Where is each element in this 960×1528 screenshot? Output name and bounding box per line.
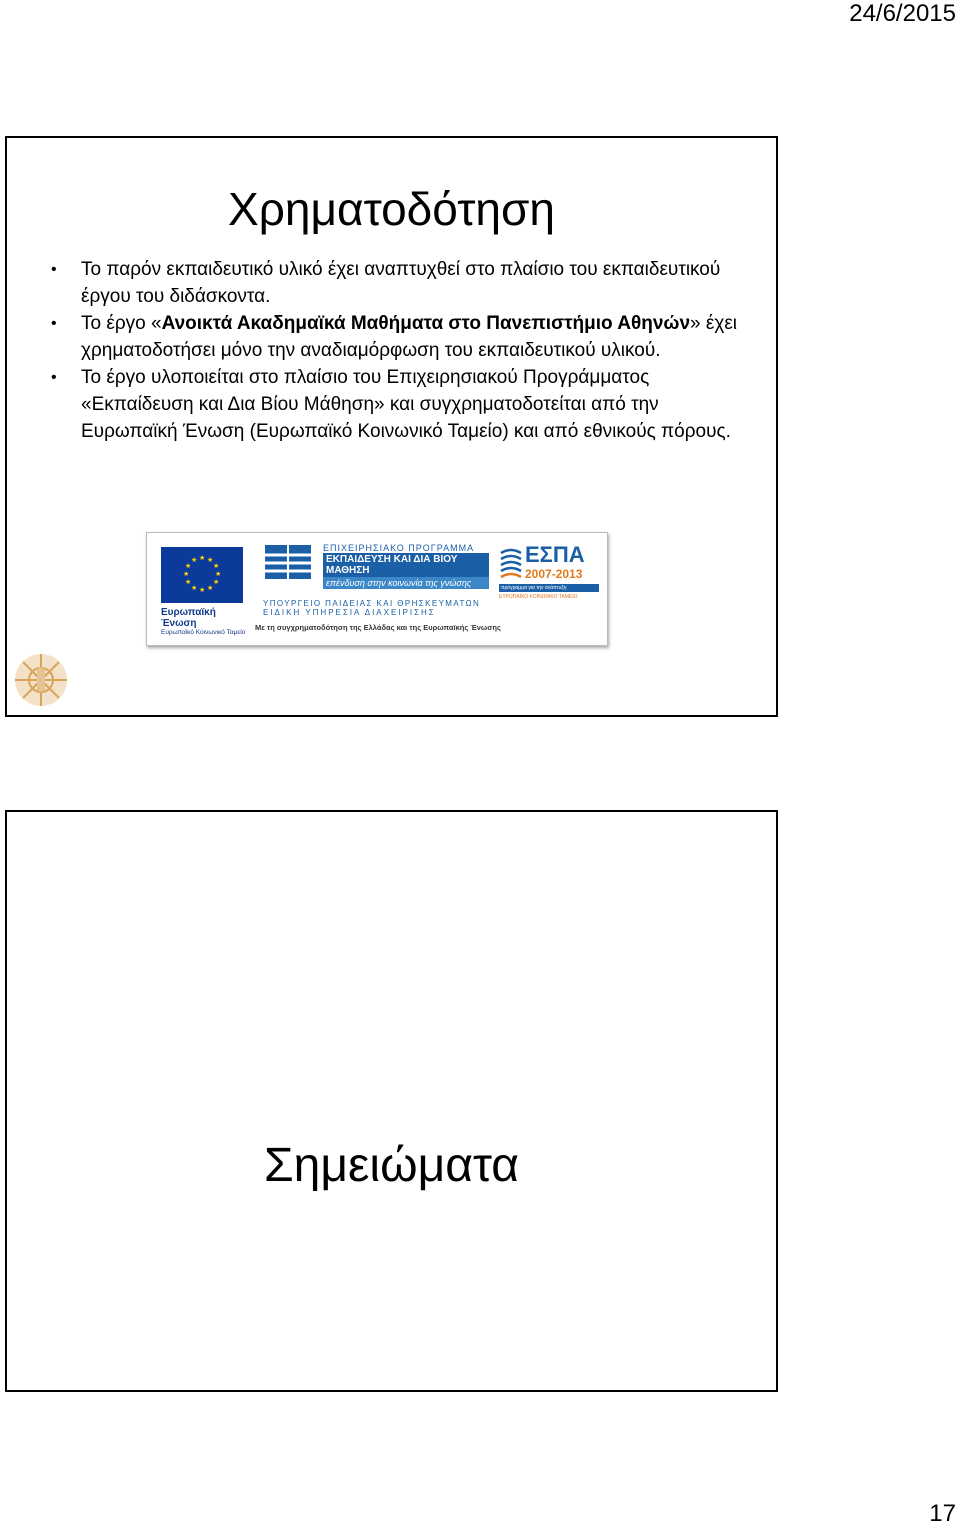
espa-fund: ΕΥΡΩΠΑΪΚΟ ΚΟΙΝΩΝΙΚΟ ΤΑΜΕΙΟ [499,594,578,600]
bullet-text: Το έργο υλοποιείται στο πλαίσιο του Επιχειρησιακού Προγράμματος «Εκπαίδευση και Δια Βίου Μάθηση» και συγχρηματοδοτείται από την Ευρωπαϊκή Ένωση (Ευρωπαϊκό Κοινωνικό Ταμείο) και από εθνικούς πόρους. [81,367,731,442]
slide-title: Σημειώματα [264,1139,519,1192]
print-date: 24/6/2015 [849,0,956,27]
bullet-bold-text: Ανοικτά Ακαδημαϊκά Μαθήματα στο Πανεπιστήμιο Αθηνών [161,313,691,334]
cofunding-note: Με τη συγχρηματοδότηση της Ελλάδας και της Ευρωπαϊκής Ένωσης [255,623,501,632]
bullet-text: » έχει χρηματοδοτήσει μόνο την αναδιαμόρφωση του εκπαιδευτικού υλικού. [81,313,738,361]
eu-sublabel: Ευρωπαϊκό Κοινωνικό Ταμείο [161,629,246,636]
svg-text:★: ★ [213,578,220,586]
eu-label: Ευρωπαϊκή Ένωση [161,607,216,629]
university-seal-icon [11,650,71,710]
svg-text:★: ★ [191,556,198,564]
svg-text:★: ★ [183,570,190,578]
espa-tagline: πρόγραμμα για την ανάπτυξη [499,584,599,592]
eu-flag-icon [161,547,243,603]
bullet-item [51,256,741,310]
bullet-list [51,256,741,445]
program-line: ΕΙΔΙΚΗ ΥΠΗΡΕΣΙΑ ΔΙΑΧΕΙΡΙΣΗΣ [263,608,436,617]
bullet-item [51,364,741,445]
svg-text:★: ★ [215,570,222,578]
svg-text:★: ★ [207,556,214,564]
svg-text:★: ★ [191,584,198,592]
svg-text:★: ★ [213,562,220,570]
eu-logo [161,547,251,636]
svg-text:★: ★ [199,586,206,594]
slide-notes [5,810,778,1392]
bullet-item [51,310,741,364]
svg-text:★: ★ [207,584,214,592]
svg-text:★: ★ [185,578,192,586]
espa-logo [499,543,599,600]
slide-title: Χρηματοδότηση [228,183,555,235]
bullet-text: Το παρόν εκπαιδευτικό υλικό έχει αναπτυχθεί στο πλαίσιο του εκπαιδευτικού έργου του διδάσκοντα. [81,259,721,307]
espa-title: ΕΣΠΑ [525,542,585,567]
slide-funding [5,136,778,717]
bullet-text: Το έργο « [81,313,162,334]
program-line: ΕΚΠΑΙΔΕΥΣΗ ΚΑΙ ΔΙΑ ΒΙΟΥ ΜΑΘΗΣΗ [323,553,489,577]
greek-flag-waves-icon [499,545,523,585]
page-number: 17 [929,1500,956,1527]
program-line: ΕΠΙΧΕΙΡΗΣΙΑΚΟ ΠΡΟΓΡΑΜΜΑ [323,543,475,553]
svg-text:★: ★ [185,562,192,570]
svg-text:★: ★ [199,554,206,562]
program-logo [263,543,489,617]
book-waves-icon [263,543,319,581]
program-line: ΥΠΟΥΡΓΕΙΟ ΠΑΙΔΕΙΑΣ ΚΑΙ ΘΡΗΣΚΕΥΜΑΤΩΝ [263,599,481,608]
espa-years: 2007-2013 [525,567,583,581]
program-line: επένδυση στην κοινωνία της γνώσης [323,577,489,589]
funding-logos-banner [146,532,608,646]
